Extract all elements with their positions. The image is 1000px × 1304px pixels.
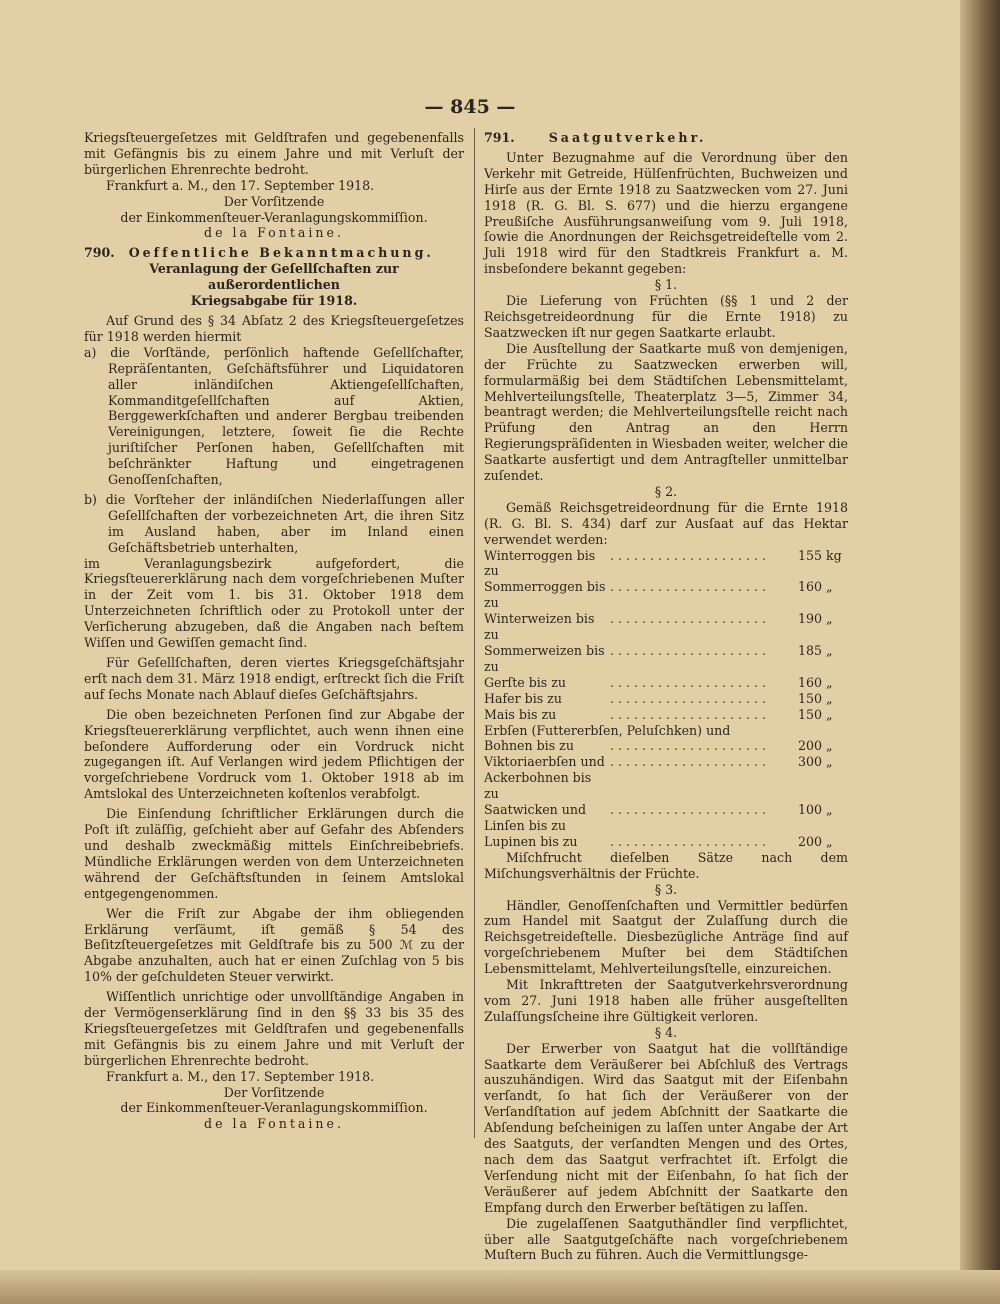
list-item-a: a) die Vorſtände, perſönlich haftende Geſellſchafter, Repräſentanten, Geſchäftsführer und Liquidatoren aller inländiſchen Aktiengeſellſchaften, Kommanditgeſellſchaften auf Aktien, Berggewerkſchaften und anderer Bergbau treibenden Vereinigungen, letztere, ſoweit ſie die Rechte juriſtiſcher Perſonen haben, Geſellſchaften mit beſchränkter Haftung und eingetragenen Genoſſenſchaften, [84,344,464,488]
seed-amount: 160 [797,579,822,595]
seed-unit: „ [826,833,833,849]
table-row [484,723,848,739]
column-divider [474,128,475,1138]
paragraph-4a: Der Erwerber von Saatgut hat die vollſtändige Saatkarte dem Veräußerer bei Abſchluß des Vertrags auszuhändigen. Wird das Saatgut mit der Eiſenbahn verſandt, ſo hat ſich der Veräußerer von der Verſandſtation auf jedem Abſchnitt der Saatkarte die Abſendung beſcheinigen zu laſſen unter Angabe der Art des Saatguts, der verſandten Mengen und des Ortes, nach dem das Saatgut verfrachtet iſt. Erfolgt die Verſendung nicht mit der Eiſenbahn, ſo hat ſich der Veräußerer auf jedem Abſchnitt der Saatkarte den Empfang durch den Erwerber beſtätigen zu laſſen. [484,1040,848,1215]
table-row [484,754,848,802]
seed-label: Erbſen (Futtererbſen, Peluſchken) und [484,722,731,738]
leader-dots: . . . . . . . . . . . . . . . . . . . . [609,674,766,690]
paragraph-2b: Miſchfrucht dieſelben Sätze nach dem Miſchungsverhältnis der Früchte. [484,849,848,881]
paragraph-marker-2: § 2. [654,483,678,499]
paragraph-marker-4: § 4. [654,1024,678,1040]
signature-place-date: Frankfurt a. M., den 17. September 1918. [106,1068,375,1084]
leader-dots: . . . . . . . . . . . . . . . . . . . . [609,579,766,595]
seed-amount: 200 [797,833,822,849]
seed-amount: 150 [797,706,822,722]
book-spine-shadow [960,0,1000,1304]
leader-dots: . . . . . . . . . . . . . . . . . . . . [609,643,766,658]
section-number: 791. [484,130,515,145]
seed-label: Gerſte bis zu [484,674,567,690]
paragraph-1b: Die Ausſtellung der Saatkarte muß von demjenigen, der Früchte zu Saatzwecken erwerben will, formularmäßig bei dem Städtiſchen Lebensmittelamt, Mehlverteilungsſtelle, Theaterplatz 3—5, Zimmer 34, beantragt werden; die Mehlverteilungsſtelle reicht nach Prüfung den Antrag an den Herrn Regierungspräſidenten in Wiesbaden weiter, welcher die Saatkarte ausfertigt und dem Antragſteller unmittelbar zuſendet. [484,340,848,484]
seed-label: Mais bis zu [484,706,557,722]
leader-dots: . . . . . . . . . . . . . . . . . . . . [609,738,766,754]
table-row [484,643,848,675]
signature-place-date: Frankfurt a. M., den 17. September 1918. [106,177,375,193]
signature-name: de la Fontaine. [204,1116,344,1132]
seed-label: Sommerweizen bis zu [484,643,605,674]
paragraph-summons: im Veranlagungsbezirk aufgefordert, die Kriegsſteuererklärung nach dem vorgeſchriebenen Muſter in der Zeit vom 1. bis 31. Oktober 1918 dem Unterzeichneten ſchriftlich oder zu Protokoll unter der Verſicherung abzugeben, daß die Angaben nach beſtem Wiſſen und Gewiſſen gemacht ſind. [84,555,464,651]
section-number: 790. [84,245,115,261]
seed-unit: „ [826,579,833,595]
paragraph-false-statements: Wiſſentlich unrichtige oder unvollſtändige Angaben in der Vermögenserklärung ſind in den §§ 33 bis 35 des Kriegsſteuergeſetzes mit Geldſtrafen und gegebenenfalls mit Gefängnis bis zu einem Jahre und mit Verluſt der bürgerlichen Ehrenrechte bedroht. [84,989,464,1068]
paragraph-1a: Die Lieferung von Früchten (§§ 1 und 2 der Reichsgetreideordnung für die Ernte 1918) zu Saatzwecken iſt nur gegen Saatkarte erlaubt. [484,293,848,340]
seed-label: Viktoriaerbſen und Ackerbohnen bis zu [484,754,605,802]
seed-label: Sommerroggen bis zu [484,579,606,611]
table-row [484,675,848,691]
leader-dots: . . . . . . . . . . . . . . . . . . . . [609,754,766,770]
seed-amount: 200 [797,738,822,754]
list-item-b: b) die Vorſteher der inländiſchen Niederlaſſungen aller Geſellſchaften der vorbezeichneten Art, die ihren Sitz im Ausland haben, aber im Inland einen Geſchäftsbetrieb unterhalten, [84,491,464,555]
seed-unit: „ [826,611,833,627]
seed-amount: 190 [797,611,822,627]
page-bottom-edge [0,1270,1000,1304]
seed-amount: 160 [797,674,822,690]
paragraph-3b: Mit Inkrafttreten der Saatgutverkehrsverordnung vom 27. Juni 1918 haben alle früher ausgeſtellten Zulaſſungsſcheine ihre Gültigkeit verloren. [484,977,848,1024]
seed-unit: „ [826,643,833,658]
paragraph-intro: Unter Bezugnahme auf die Verordnung über den Verkehr mit Getreide, Hülſenfrüchten, Buchweizen und Hirſe aus der Ernte 1918 zu Saatzwecken vom 27. Juni 1918 (R. G. Bl. S. 677) und die hierzu ergangene Preußiſche Ausführungsanweiſung vom 9. Juli 1918, ſowie die Anordnungen der Reichsgetreideſtelle vom 2. Juli 1918 wird für den Stadtkreis Frankfurt a. M. insbeſondere bekannt gegeben: [484,149,848,277]
paragraph-marker-3: § 3. [654,881,678,897]
seed-unit: „ [826,674,833,690]
seed-label: Winterweizen bis zu [484,611,595,643]
paragraph-penalty: Wer die Friſt zur Abgabe der ihm obliegenden Erklärung verſäumt, iſt gemäß § 54 des Beſitzſteuergeſetzes mit Geldſtrafe bis zu 500 ℳ zu der Abgabe anzuhalten, auch hat er einen Zuſchlag von 5 bis 10% der geſchuldeten Steuer verwirkt. [84,905,464,985]
seed-unit: kg [826,547,842,563]
seed-unit: „ [826,754,833,770]
paragraph-intro: Auf Grund des § 34 Abſatz 2 des Kriegsſteuergeſetzes für 1918 werden hiermit [84,312,464,344]
table-row [484,707,848,723]
seed-quantity-table [484,548,848,850]
signature-name: de la Fontaine. [204,225,344,241]
table-row [484,579,848,611]
paragraph-continuation: Kriegsſteuergeſetzes mit Geldſtrafen und gegebenenfalls mit Gefängnis bis zu einem Jahre und mit Verluſt der bürgerlichen Ehrenrechte bedroht. [84,130,464,177]
section-791-heading-line [484,130,848,146]
left-column [84,130,464,1132]
seed-unit: „ [826,738,833,754]
table-row [484,834,848,850]
paragraph-obligation: Die oben bezeichneten Perſonen ſind zur Abgabe der Kriegsſteuererklärung verpflichtet, auch wenn ihnen eine beſondere Aufforderung oder ein Vordruck nicht zugegangen iſt. Auf Verlangen wird jedem Pflichtigen der vorgeſchriebene Vordruck vom 1. Oktober 1918 ab im Amtslokal des Unterzeichneten koſtenlos verabfolgt. [84,706,464,802]
section-heading: Oeffentliche Bekanntmachung. [128,245,434,261]
right-column [484,130,848,1263]
paragraph-4b: Die zugelaſſenen Saatguthändler ſind verpflichtet, über alle Saatgutgeſchäfte nach vorgeſchriebenem Muſtern Buch zu führen. Auch die Vermittlungsge- [484,1215,848,1263]
signature-title: Der Vorſitzende [223,193,325,209]
paragraph-submission: Die Einſendung ſchriftlicher Erklärungen durch die Poſt iſt zuläſſig, geſchieht aber auf Gefahr des Abſenders und deshalb zweckmäßig mittels Einſchreibebriefs. Mündliche Erklärungen werden von dem Unterzeichneten während der Geſchäftsſtunden in ſeinem Amtslokal entgegengenommen. [84,806,464,901]
leader-dots: . . . . . . . . . . . . . . . . . . . . [609,706,766,722]
section-subtitle-line-2: Kriegsabgabe für 1918. [190,293,358,309]
seed-label: Winterroggen bis zu [484,547,596,579]
page-number: — 845 — [424,96,516,118]
leader-dots: . . . . . . . . . . . . . . . . . . . . [609,833,766,849]
seed-amount: 155 [797,547,822,563]
table-row [484,611,848,643]
signature-organization: der Einkommenſteuer-Veranlagungskommiſſion. [120,1100,428,1116]
paragraph-2a: Gemäß Reichsgetreideordnung für die Ernte 1918 (R. G. Bl. S. 434) darf zur Ausſaat auf das Hektar verwendet werden: [484,499,848,547]
leader-dots: . . . . . . . . . . . . . . . . . . . . [609,690,766,706]
table-row [484,738,848,754]
paragraph-fiscal-year: Für Geſellſchaften, deren viertes Kriegsgeſchäftsjahr erſt nach dem 31. März 1918 endigt, erſtreckt ſich die Friſt auf ſechs Monate nach Ablauf dieſes Geſchäftsjahrs. [84,655,464,702]
seed-unit: „ [826,706,833,722]
seed-unit: „ [826,690,833,706]
seed-amount: 150 [797,690,822,706]
leader-dots: . . . . . . . . . . . . . . . . . . . . [609,547,766,563]
section-heading: Saatgutverkehr. [548,130,707,145]
signature-title: Der Vorſitzende [223,1084,325,1100]
section-subtitle-line-1: Veranlagung der Geſellſchaften zur außerordentlichen [149,261,399,293]
signature-organization: der Einkommenſteuer-Veranlagungskommiſſion. [120,209,428,225]
table-row [484,802,848,834]
paragraph-marker-1: § 1. [654,277,678,293]
section-790-heading-line [84,245,464,261]
table-row [484,548,848,580]
seed-amount: 100 [797,802,822,818]
paragraph-3a: Händler, Genoſſenſchaften und Vermittler bedürfen zum Handel mit Saatgut der Zulaſſung durch die Reichsgetreideſtelle. Diesbezügliche Anträge ſind auf vorgeſchriebenem Muſter bei dem Städtiſchen Lebensmittelamt, Mehlverteilungsſtelle, einzureichen. [484,897,848,977]
seed-unit: „ [826,802,833,818]
leader-dots: . . . . . . . . . . . . . . . . . . . . [609,611,766,627]
seed-amount: 185 [797,643,822,658]
seed-amount: 300 [797,754,822,770]
leader-dots: . . . . . . . . . . . . . . . . . . . . [609,802,766,818]
seed-label: Bohnen bis zu [484,738,574,754]
seed-label: Saatwicken und Linſen bis zu [484,802,587,833]
seed-label: Lupinen bis zu [484,833,578,849]
seed-label: Hafer bis zu [484,690,562,706]
table-row [484,691,848,707]
